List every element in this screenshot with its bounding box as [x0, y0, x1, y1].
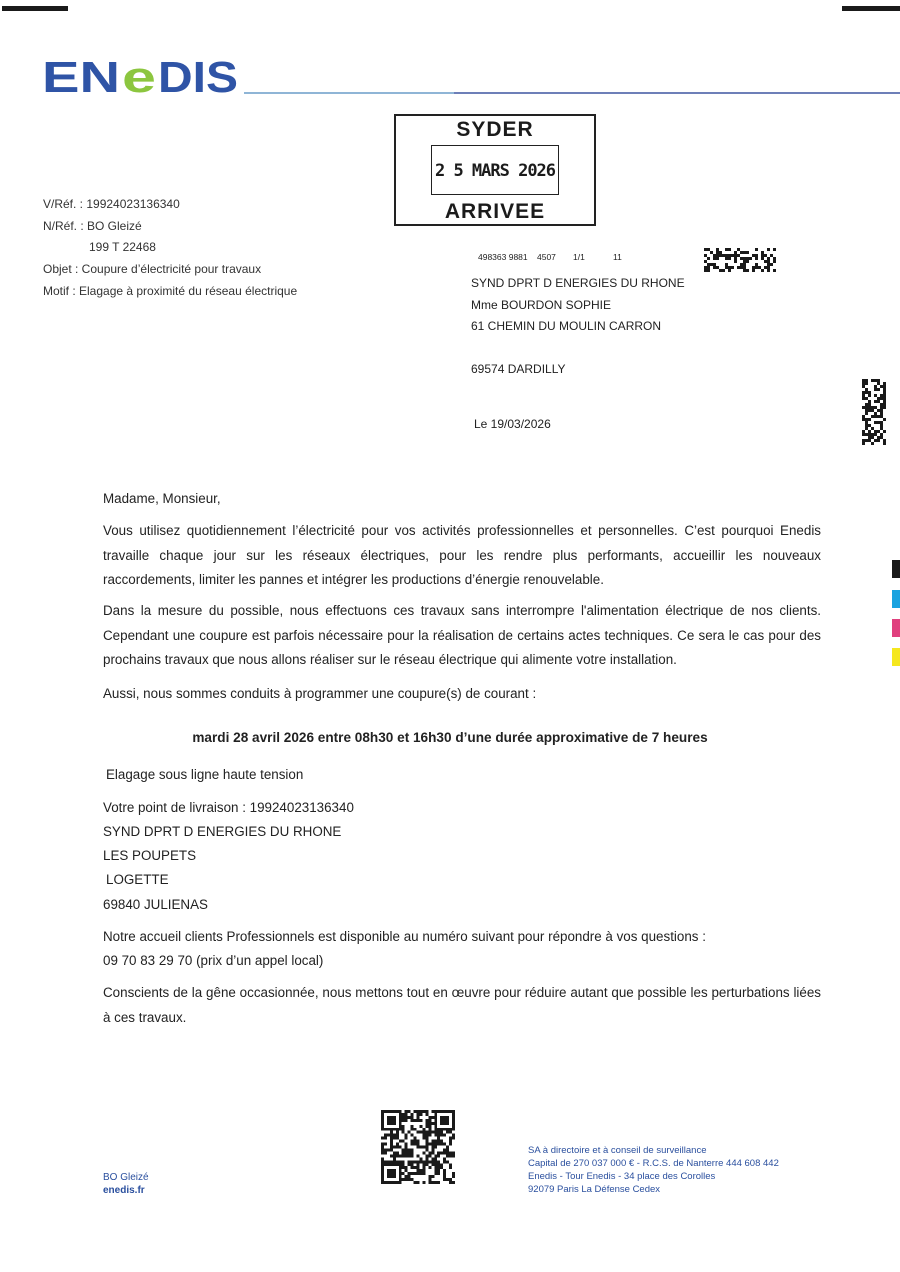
footer-legal-2: Capital de 270 037 000 € - R.C.S. de Nanterre 444 608 442 [528, 1158, 779, 1169]
nref: N/Réf. : BO Gleizé [43, 218, 142, 233]
paragraph-3: Aussi, nous sommes conduits à programmer une coupure(s) de courant : [103, 686, 537, 701]
vref: V/Réf. : 19924023136340 [43, 197, 180, 211]
footer-legal-1: SA à directoire et à conseil de surveillance [528, 1145, 707, 1156]
color-mark-yellow [892, 648, 900, 666]
color-mark-cyan [892, 590, 900, 608]
objet: Objet : Coupure d’électricité pour travaux [43, 262, 262, 277]
contact-phone: 09 70 83 29 70 (prix d’un appel local) [103, 953, 324, 968]
routing-code-1: 498363 9881 [478, 252, 528, 262]
stamp-date: 2 5 MARS 2026 [431, 145, 559, 195]
scan-mark-top-left [2, 6, 68, 11]
enedis-logo [40, 52, 240, 100]
svg-text:e: e [122, 53, 156, 100]
nref-code: 199 T 22468 [89, 240, 156, 255]
header-rule [244, 91, 900, 95]
site-place: LES POUPETS [103, 848, 197, 863]
qr-code [381, 1110, 455, 1184]
routing-page: 1/1 [573, 252, 585, 262]
outage-notice: mardi 28 avril 2026 entre 08h30 et 16h30 d’une durée approximative de 7 heures [192, 730, 708, 745]
svg-text:EN: EN [42, 53, 120, 100]
delivery-point: Votre point de livraison : 19924023136340 [103, 800, 354, 815]
scan-mark-top-right [842, 6, 900, 11]
site-org: SYND DPRT D ENERGIES DU RHONE [103, 824, 342, 839]
closing-paragraph: Conscients de la gêne occasionnée, nous mettons tout en œuvre pour réduire autant que possible les perturbations liées à ces travaux. [103, 985, 821, 1025]
stamp-status: ARRIVEE [444, 200, 546, 223]
received-stamp [394, 114, 596, 226]
footer-office: BO Gleizé [103, 1172, 149, 1183]
motif: Motif : Elagage à proximité du réseau électrique [43, 283, 298, 298]
routing-code-2: 4507 [537, 252, 556, 262]
datamatrix-barcode [704, 248, 776, 272]
reference-block [43, 194, 297, 303]
color-mark-magenta [892, 619, 900, 637]
recipient-person: Mme BOURDON SOPHIE [471, 298, 612, 312]
svg-text:DIS: DIS [158, 53, 238, 100]
recipient-city: 69574 DARDILLY [471, 362, 566, 376]
salutation: Madame, Monsieur, [103, 491, 221, 506]
footer-website[interactable]: enedis.fr [103, 1185, 145, 1196]
site-detail: LOGETTE [106, 872, 169, 887]
recipient-street: 61 CHEMIN DU MOULIN CARRON [471, 319, 662, 333]
color-mark-black [892, 560, 900, 578]
side-barcode [862, 378, 886, 446]
recipient-org: SYND DPRT D ENERGIES DU RHONE [471, 276, 685, 290]
stamp-title: SYDER [456, 118, 534, 141]
footer-legal-4: 92079 Paris La Défense Cedex [528, 1184, 661, 1195]
letter-date: Le 19/03/2026 [474, 417, 551, 431]
work-type: Elagage sous ligne haute tension [106, 767, 304, 782]
paragraph-2: Dans la mesure du possible, nous effectuons ces travaux sans interrompre l'alimentation électrique de nos clients. Cependant une coupure est parfois nécessaire pour la réalisation de certains actes techniques. Ce sera le cas pour des prochains travaux que nous allons réaliser sur le réseau électrique qui alimente votre installation. [103, 603, 821, 667]
footer-legal-3: Enedis - Tour Enedis - 34 place des Corolles [528, 1171, 716, 1182]
routing-code-3: 11 [613, 252, 622, 262]
contact-intro: Notre accueil clients Professionnels est disponible au numéro suivant pour répondre à vos questions : [103, 929, 706, 944]
paragraph-1: Vous utilisez quotidiennement l’électricité pour vos activités professionnelles et personnelles. C’est pourquoi Enedis travaille chaque jour sur les réseaux électriques, pour les rendre plus performants, accueillir les nouveaux raccordements, limiter les pannes et intégrer les productions d’énergie renouvelable. [103, 523, 821, 587]
site-city: 69840 JULIENAS [103, 897, 208, 912]
